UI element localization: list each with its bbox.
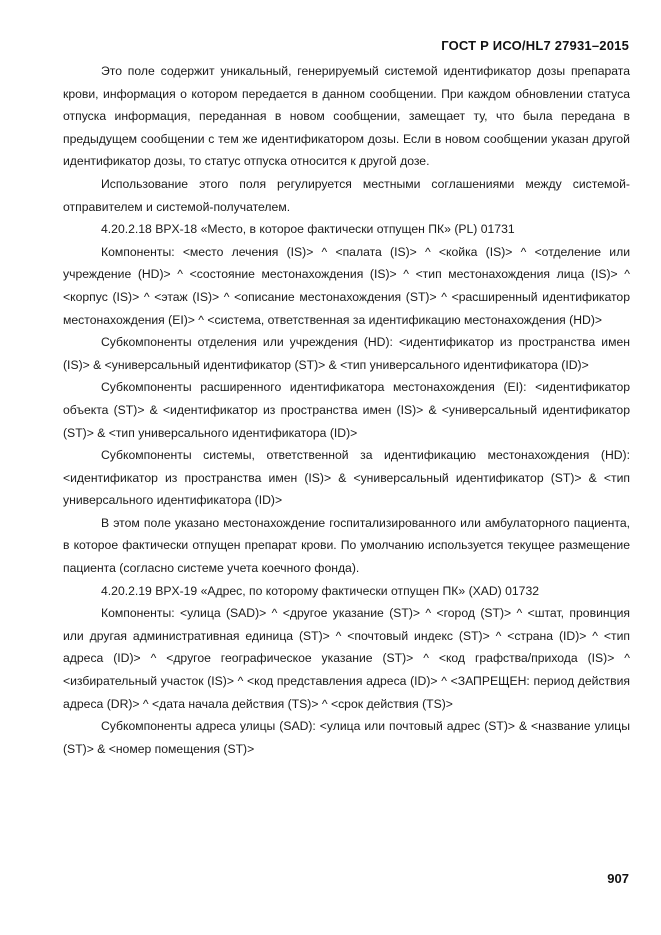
page-number: 907 (607, 871, 629, 886)
section-heading-bpx-18: 4.20.2.18 BPX-18 «Место, в которое фактически отпущен ПК» (PL) 01731 (101, 222, 515, 237)
paragraph-local-agreements: Использование этого поля регулируется местными соглашениями между системой-отправителем и системой-получателем. (63, 176, 630, 214)
section-heading-bpx-19: 4.20.2.19 BPX-19 «Адрес, по которому фактически отпущен ПК» (XAD) 01732 (101, 583, 540, 598)
document-body (63, 60, 630, 760)
paragraph-system-hd-subcomponents: Субкомпоненты системы, ответственной за идентификацию местонахождения (HD): <идентификатор из пространства имен (IS)> & <универсальный идентификатор (ST)> & <тип универсального идентификатора (ID)> (63, 448, 630, 508)
paragraph-hd-subcomponents: Субкомпоненты отделения или учреждения (HD): <идентификатор из пространства имен (IS)> & <универсальный идентификатор (ST)> & <тип универсального идентификатора (ID)> (63, 335, 630, 372)
paragraph-bpx-19-components: Компоненты: <улица (SAD)> ^ <другое указание (ST)> ^ <город (ST)> ^ <штат, провинция или другая административная единица (ST)> ^ <почтовый индекс (ST)> ^ <страна (ID)> ^ <тип адреса (ID)> ^ <другое географическое указание (ST)> ^ <код графства/прихода (IS)> ^ <избирательный участок (IS)> ^ <код представления адреса (ID)> ^ <ЗАПРЕЩЕН: период действия адреса (DR)> ^ <дата начала действия (TS)> ^ <срок действия (TS)> (63, 606, 630, 711)
paragraph-location-description: В этом поле указано местонахождение госпитализированного или амбулаторного пациента, в которое фактически отпущен препарат крови. По умолчанию используется текущее размещение пациента (согласно системе учета коечного фонда). (63, 515, 630, 576)
paragraph-bpx-18-components: Компоненты: <место лечения (IS)> ^ <палата (IS)> ^ <койка (IS)> ^ <отделение или учреждение (HD)> ^ <состояние местонахождения (IS)> ^ <тип местонахождения лица (IS)> ^ <корпус (IS)> ^ <этаж (IS)> ^ <описание местонахождения (ST)> ^ <расширенный идентификатор местонахождения (EI)> ^ <система, ответственная за идентификацию местонахождения (HD)> (63, 244, 630, 327)
paragraph-dose-identifier: Это поле содержит уникальный, генерируемый системой идентификатор дозы препарата крови, информация о котором передается в данном сообщении. При каждом обновлении статуса отпуска информация, переданная в новом сообщении, замещает ту, что была передана в предыдущем сообщении с тем же идентификатором дозы. Если в новом сообщении указан другой идентификатор дозы, то статус отпуска относится к другой дозе. (63, 64, 630, 169)
paragraph-ei-subcomponents: Субкомпоненты расширенного идентификатора местонахождения (EI): <идентификатор объекта (ST)> & <идентификатор из пространства имен (IS)> & <универсальный идентификатор (ST)> & <тип универсального идентификатора (ID)> (63, 380, 630, 440)
document-standard-header: ГОСТ Р ИСО/HL7 27931–2015 (441, 38, 629, 53)
paragraph-sad-subcomponents: Субкомпоненты адреса улицы (SAD): <улица или почтовый адрес (ST)> & <название улицы (ST)> & <номер помещения (ST)> (63, 719, 630, 756)
